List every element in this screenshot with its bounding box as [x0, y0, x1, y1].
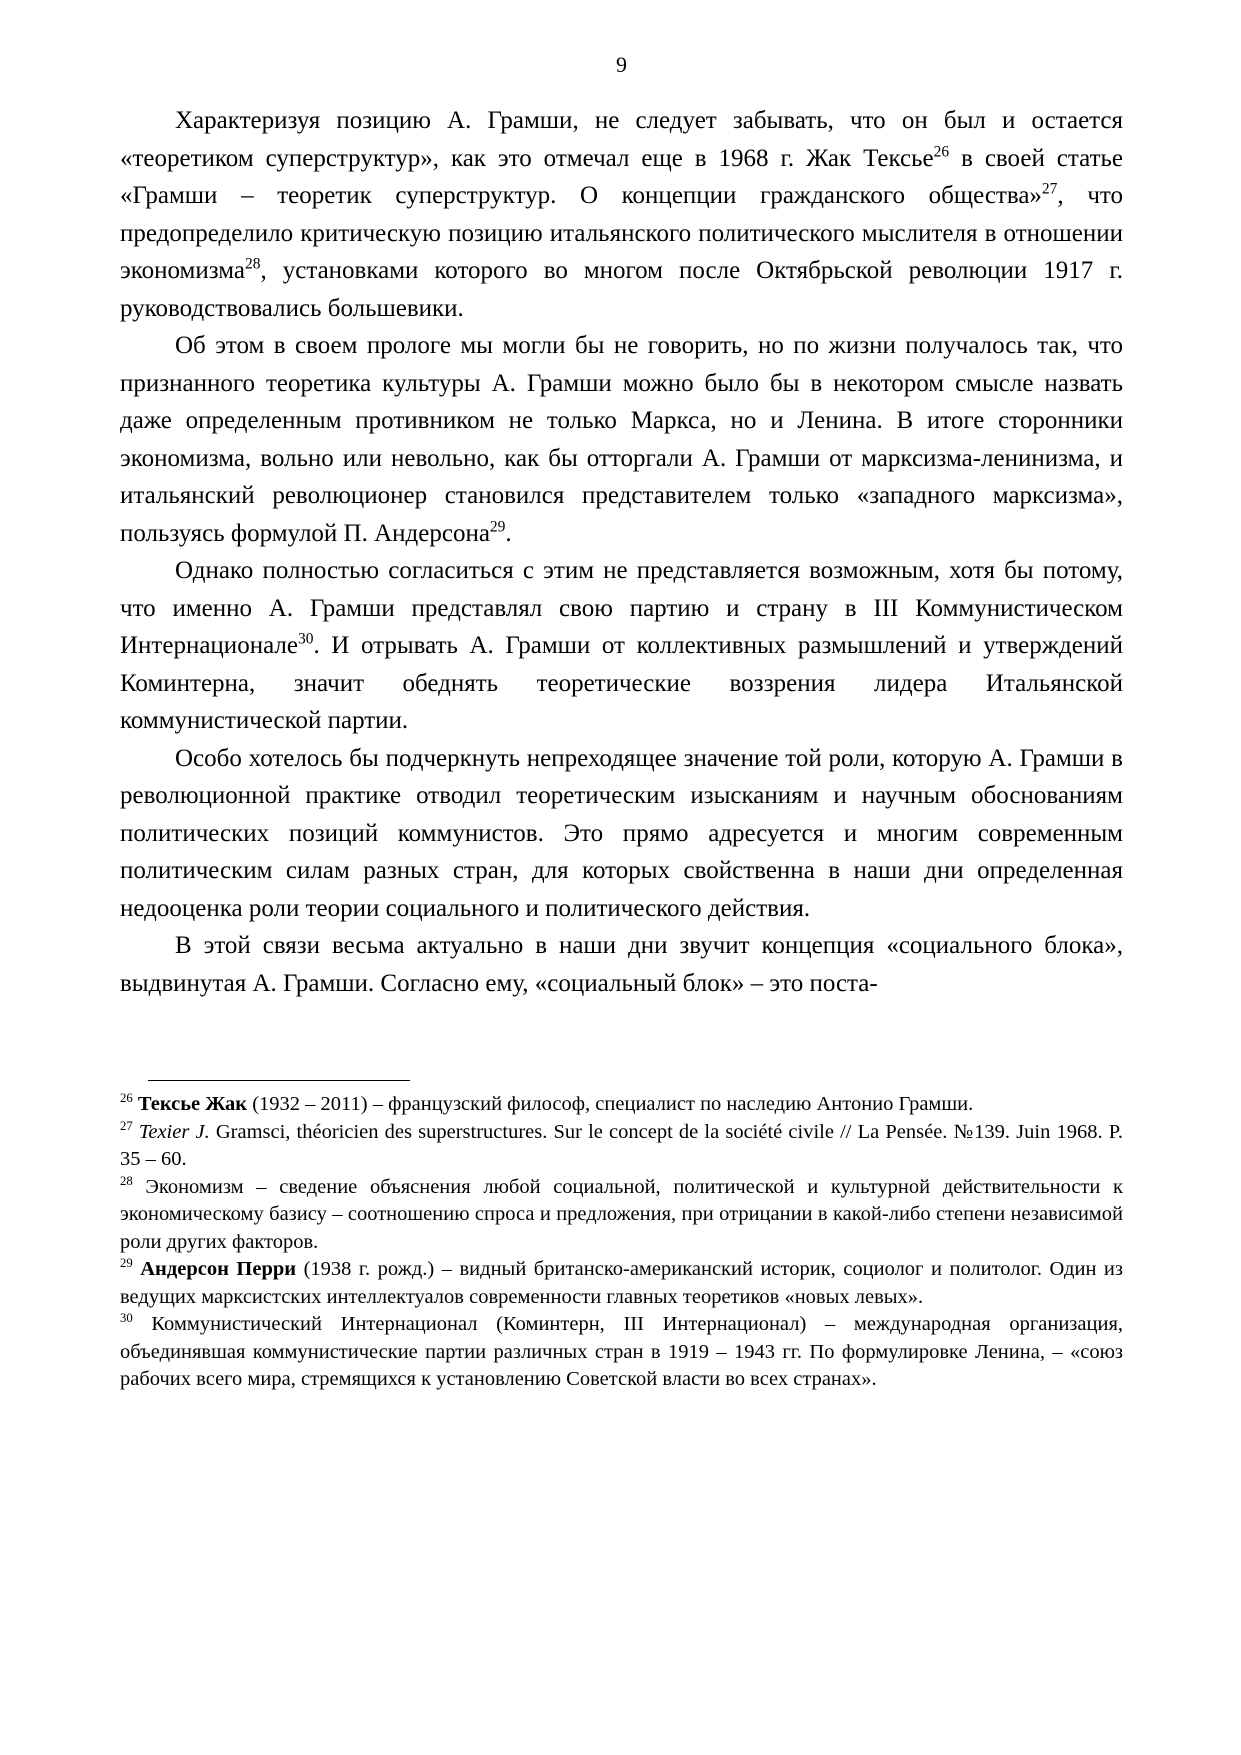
text-run: Об этом в своем прологе мы могли бы не говорить, но по жизни получалось так, что признанного теоретика культуры А. Грамши можно было бы в некотором смысле назвать даже определенным противником не только Маркса, но и Ленина. В итоге сторонники экономизма, вольно или невольно, как бы отторгали А. Грамши от марксизма-ленинизма, и итальянский революционер становился представителем только «западного марксизма», пользуясь формулой П. Андерсона [120, 332, 1123, 547]
text-run: . И отрывать А. Грамши от коллективных размышлений и утверждений Коминтерна, значит обеднять теоретические воззрения лидера Итальянской коммунистической партии. [120, 632, 1123, 734]
footnote-reference: 27 [120, 1118, 133, 1133]
body-paragraph-2 [120, 327, 1123, 552]
text-run: В этой связи весьма актуально в наши дни звучит концепция «социального блока», выдвинутая А. Грамши. Согласно ему, «социальный блок» – это поста- [120, 932, 1123, 997]
text-run: Характеризуя позицию А. Грамши, не следует забывать, что он был и остается «теоретиком суперструктур», как это отмечал еще в 1968 г. Жак Тексье [120, 107, 1123, 172]
footnote-reference: 27 [1041, 180, 1058, 198]
text-run: , установками которого во многом после Октябрьской революции 1917 г. руководствовались большевики. [120, 257, 1123, 322]
footnote-26 [120, 1091, 1123, 1119]
footnote-reference: 26 [120, 1091, 133, 1106]
text-run: . [505, 519, 512, 547]
text-run: (1932 – 2011) – французский философ, специалист по наследию Антонио Грамши. [247, 1093, 974, 1115]
footnote-29 [120, 1256, 1123, 1311]
text-run: Gramsci, théoricien des superstructures. Sur le concept de la société civile // La Pensée. №139. Juin 1968. P. 35 – 60. [120, 1120, 1123, 1170]
body-paragraph-5 [120, 927, 1123, 1002]
text-run: Тексье Жак [137, 1093, 248, 1115]
footnote-reference: 30 [120, 1311, 133, 1326]
text-run: (1938 г. рожд.) – видный британско-американский историк, социолог и политолог. Один из ведущих марксистских интеллектуалов современности главных теоретиков «новых левых». [120, 1258, 1124, 1308]
footnote-reference: 28 [244, 255, 261, 273]
footnotes-section [120, 1080, 1123, 1394]
footnote-reference: 29 [120, 1256, 133, 1271]
footnote-27 [120, 1119, 1123, 1174]
footnote-reference: 30 [297, 630, 314, 648]
body-paragraph-3 [120, 552, 1123, 740]
footnote-30 [120, 1311, 1123, 1394]
text-run: Экономизм – сведение объяснения любой социальной, политической и культурной действительности к экономическому базису – соотношению спроса и предложения, при отрицании в какой-либо степени независимой роли других факторов. [120, 1175, 1123, 1253]
text-run: Однако полностью согласиться с этим не представляется возможным, хотя бы потому, что именно А. Грамши представлял свою партию и страну в III Коммунистическом Интернационале [120, 557, 1123, 659]
footnote-reference: 26 [933, 143, 950, 161]
footnote-28 [120, 1174, 1123, 1257]
footnote-separator [148, 1080, 410, 1081]
text-run: Особо хотелось бы подчеркнуть непреходящее значение той роли, которую А. Грамши в революционной практике отводил теоретическим изысканиям и научным обоснованиям политических позиций коммунистов. Это прямо адресуется и многим современным политическим силам разных стран, для которых свойственна в наши дни определенная недооценка роли теории социального и политического действия. [120, 744, 1123, 922]
body-text [120, 102, 1123, 1002]
body-paragraph-4 [120, 740, 1123, 928]
text-run: Коммунистический Интернационал (Коминтерн, III Интернационал) – международная организация, объединявшая коммунистические партии различных стран в 1919 – 1943 гг. По формулировке Ленина, – «союз рабочих всего мира, стремящихся к установлению Советской власти во всех странах». [120, 1313, 1123, 1390]
body-paragraph-1 [120, 102, 1123, 327]
text-run: Texier J. [138, 1120, 210, 1143]
text-run: в своей статье «Грамши – теоретик суперструктур. О концепции гражданского общества» [120, 144, 1123, 209]
text-run: , что предопределило критическую позицию итальянского политического мыслителя в отношении экономизма [120, 182, 1123, 284]
text-run: Андерсон Перри [140, 1258, 297, 1280]
page-number: 9 [616, 52, 627, 77]
footnote-reference: 29 [489, 518, 506, 536]
footnote-reference: 28 [120, 1173, 133, 1188]
